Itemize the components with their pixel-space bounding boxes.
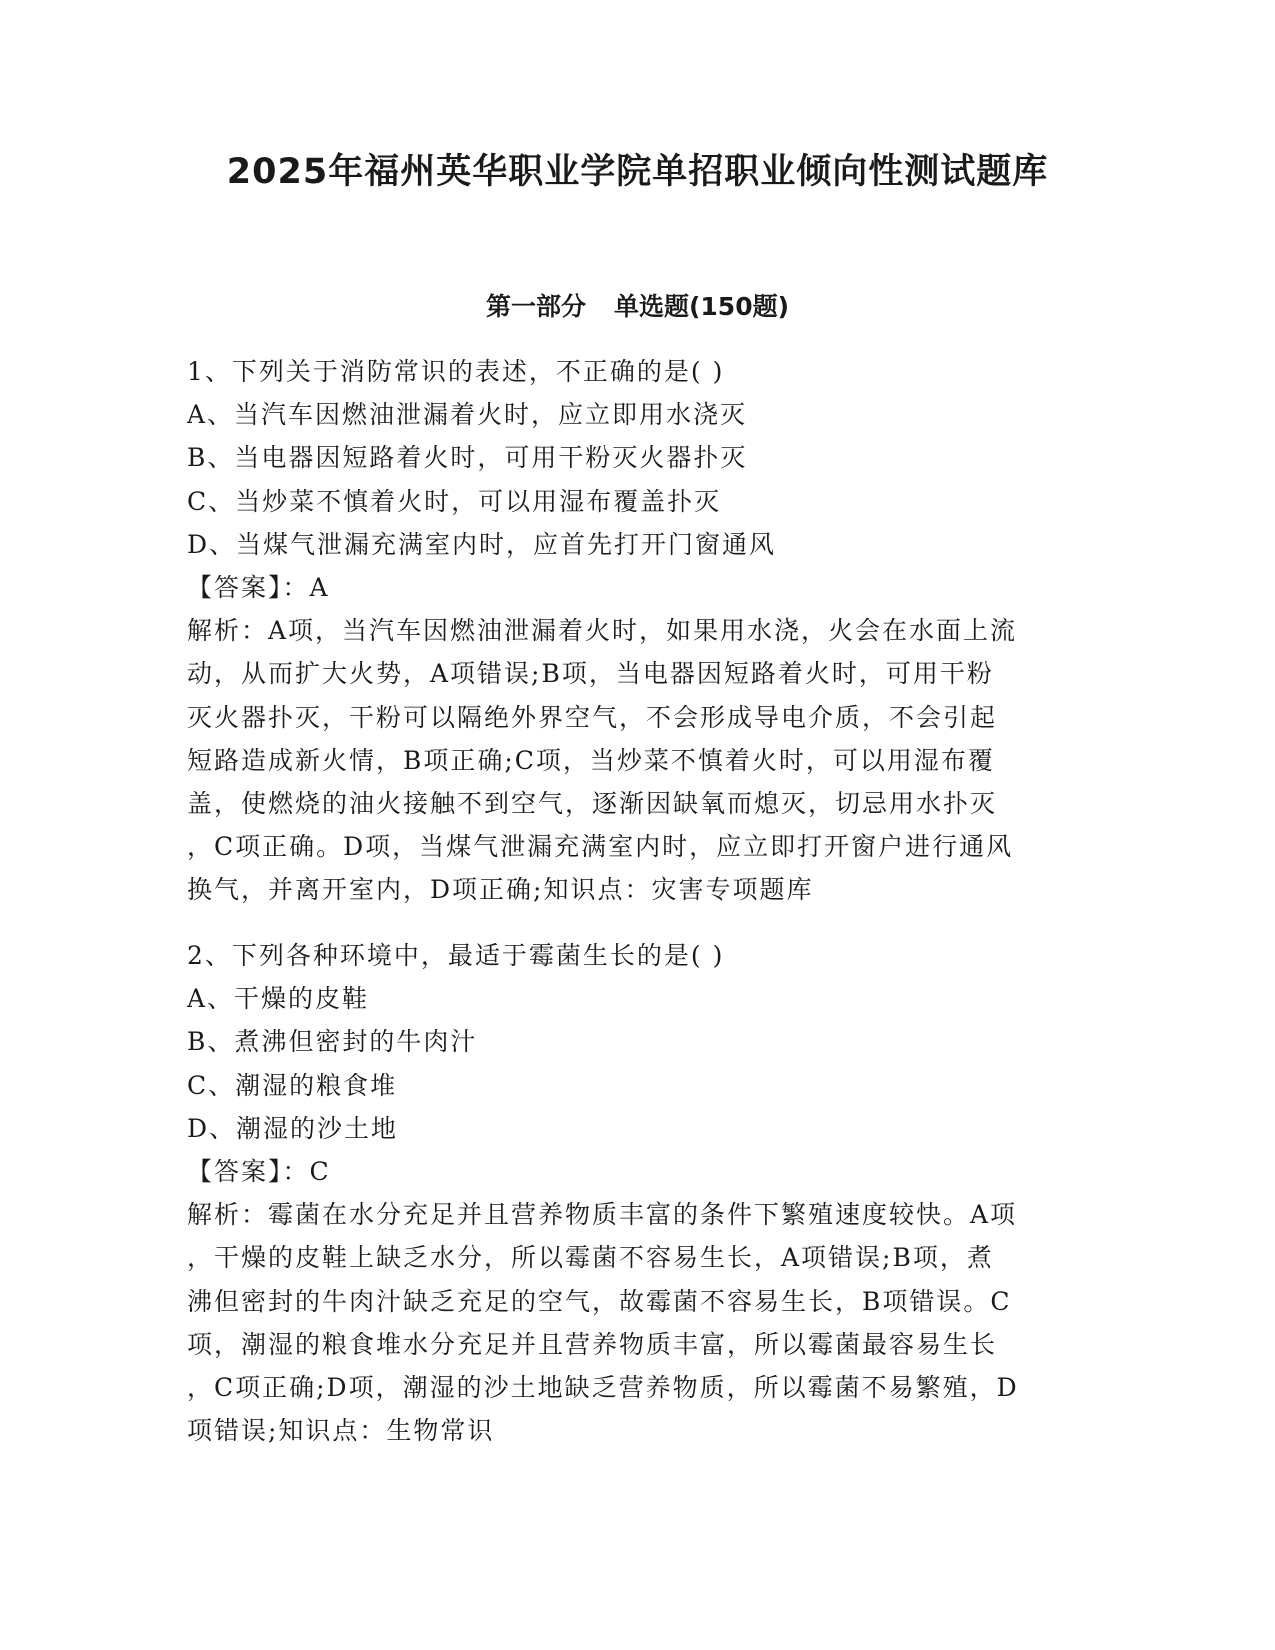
option-b: B、煮沸但密封的牛肉汁: [187, 1027, 478, 1057]
question-stem: 1、下列关于消防常识的表述，不正确的是( ): [187, 357, 725, 386]
explanation-line: ，干燥的皮鞋上缺乏水分，所以霉菌不容易生长，A项错误;B项，煮: [187, 1243, 994, 1273]
explanation-line: 项错误;知识点：生物常识: [187, 1416, 495, 1446]
answer-line: 【答案】：A: [187, 572, 330, 602]
option-c: C、潮湿的粮食堆: [187, 1070, 398, 1100]
section-label: 第一部分: [485, 292, 586, 321]
option-b: B、当电器因短路着火时，可用干粉灭火器扑灭: [187, 443, 748, 473]
explanation-line: 动，从而扩大火势，A项错误;B项，当电器因短路着火时，可用干粉: [187, 659, 994, 689]
question-block-1: [187, 350, 1092, 911]
question-block-2: [187, 934, 1092, 1452]
explanation-line: 沸但密封的牛肉汁缺乏充足的空气，故霉菌不容易生长，B项错误。C: [187, 1286, 1012, 1316]
option-d: D、当煤气泄漏充满室内时，应首先打开门窗通风: [187, 529, 777, 559]
option-c: C、当炒菜不慎着火时，可以用湿布覆盖扑灭: [187, 486, 722, 516]
section-heading: [0, 289, 1275, 325]
option-a: A、干燥的皮鞋: [187, 984, 370, 1014]
explanation-line: 项，潮湿的粮食堆水分充足并且营养物质丰富，所以霉菌最容易生长: [187, 1329, 998, 1359]
option-a: A、当汽车因燃油泄漏着火时，应立即用水浇灭: [187, 400, 748, 430]
question-stem: 2、下列各种环境中，最适于霉菌生长的是( ): [187, 941, 725, 970]
explanation-line: 解析：霉菌在水分充足并且营养物质丰富的条件下繁殖速度较快。A项: [187, 1200, 1018, 1230]
explanation-line: ，C项正确。D项，当煤气泄漏充满室内时，应立即打开窗户进行通风: [187, 832, 1014, 862]
explanation-line: 短路造成新火情，B项正确;C项，当炒菜不慎着火时，可以用湿布覆: [187, 745, 995, 775]
explanation-line: 盖，使燃烧的油火接触不到空气，逐渐因缺氧而熄灭，切忌用水扑灭: [187, 788, 998, 818]
explanation-line: ，C项正确;D项，潮湿的沙土地缺乏营养物质，所以霉菌不易繁殖，D: [187, 1372, 1019, 1402]
explanation-line: 解析：A项，当汽车因燃油泄漏着火时，如果用水浇，火会在水面上流: [187, 616, 1018, 646]
option-d: D、潮湿的沙土地: [187, 1113, 399, 1143]
explanation-line: 灭火器扑灭，干粉可以隔绝外界空气，不会形成导电介质，不会引起: [187, 702, 998, 732]
document-title: 2025年福州英华职业学院单招职业倾向性测试题库: [226, 152, 1049, 192]
explanation-line: 换气，并离开室内，D项正确;知识点：灾害专项题库: [187, 875, 814, 905]
answer-line: 【答案】：C: [187, 1156, 331, 1186]
section-name: 单选题(150题): [613, 292, 790, 321]
